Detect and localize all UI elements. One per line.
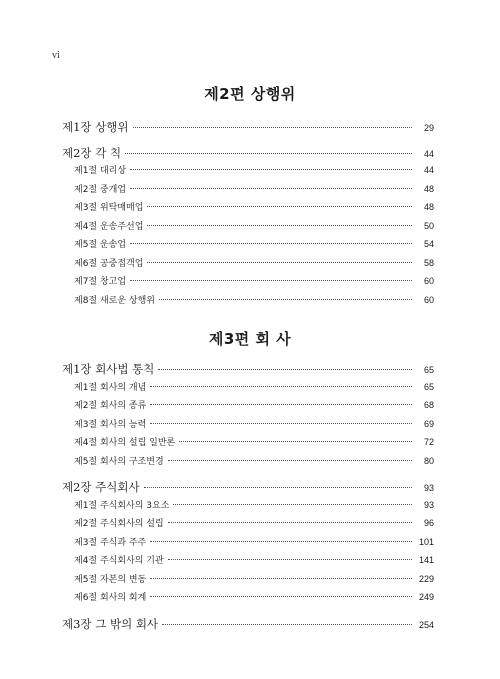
toc-section-entry bbox=[62, 398, 434, 417]
dot-leader bbox=[147, 261, 412, 263]
toc-entry-page: 44 bbox=[423, 165, 434, 175]
toc-chapter-entry bbox=[62, 616, 434, 635]
toc-entry-page: 54 bbox=[423, 239, 434, 249]
toc-entry-title: 제2절 주식회사의 설립 bbox=[74, 519, 164, 529]
dot-leader bbox=[133, 126, 412, 128]
toc-chapter-entry bbox=[62, 361, 434, 380]
toc-entry-page: 58 bbox=[423, 257, 434, 268]
toc-entry-page: 29 bbox=[423, 123, 434, 133]
toc-entry-title: 제5절 운송업 bbox=[74, 240, 127, 250]
toc-entry-title: 제3절 회사의 능력 bbox=[74, 419, 147, 430]
toc-entry-page: 48 bbox=[423, 202, 434, 212]
dot-leader bbox=[150, 385, 412, 387]
toc-section-entry bbox=[62, 553, 434, 572]
toc-entry-page: 68 bbox=[423, 400, 434, 410]
toc-entry-title: 제1절 주식회사의 3요소 bbox=[74, 500, 170, 511]
toc-list bbox=[62, 361, 434, 634]
toc-entry-title: 제1장 회사법 통칙 bbox=[62, 362, 155, 376]
toc-list bbox=[62, 119, 434, 311]
toc-entry-title: 제8절 새로운 상행위 bbox=[74, 295, 156, 306]
dot-leader bbox=[130, 242, 412, 244]
toc-section-entry bbox=[62, 435, 434, 454]
dot-leader bbox=[150, 540, 412, 542]
toc-section-entry bbox=[62, 535, 434, 554]
dot-leader bbox=[158, 368, 412, 370]
toc-section-entry bbox=[62, 219, 434, 238]
toc-entry-title: 제5절 자본의 변동 bbox=[74, 574, 147, 585]
dot-leader bbox=[150, 403, 412, 405]
toc-entry-page: 254 bbox=[418, 619, 434, 630]
toc-chapter-entry bbox=[62, 479, 434, 498]
dot-leader bbox=[125, 152, 412, 154]
toc-entry-title: 제4절 운송주선업 bbox=[74, 221, 144, 232]
dot-leader bbox=[130, 168, 412, 170]
toc-entry-title: 제6절 회사의 회계 bbox=[74, 593, 147, 603]
toc-entry-page: 65 bbox=[423, 381, 434, 392]
toc-entry-page: 60 bbox=[423, 294, 434, 305]
dot-leader bbox=[150, 422, 412, 424]
toc-entry-title: 제4절 주식회사의 기관 bbox=[74, 556, 164, 566]
toc-section-entry bbox=[62, 274, 434, 293]
dot-leader bbox=[130, 279, 412, 281]
toc-entry-title: 제2장 각 칙 bbox=[62, 145, 122, 160]
toc-chapter-entry bbox=[62, 119, 434, 138]
toc-chapter-entry bbox=[62, 145, 434, 164]
toc-entry-title: 제4절 회사의 설립 일반론 bbox=[74, 438, 176, 448]
dot-leader bbox=[147, 205, 412, 207]
toc-entry-page: 50 bbox=[423, 220, 434, 231]
dot-leader bbox=[168, 558, 412, 560]
dot-leader bbox=[147, 224, 412, 226]
toc-entry-title: 제3장 그 밖의 회사 bbox=[62, 616, 159, 631]
toc-section-entry bbox=[62, 516, 434, 535]
toc-section-entry bbox=[62, 293, 434, 312]
toc-entry-title: 제1장 상행위 bbox=[62, 120, 129, 134]
toc-section-entry bbox=[62, 380, 434, 399]
dot-leader bbox=[144, 486, 412, 488]
part-title: 제2편 상행위 bbox=[204, 85, 296, 103]
toc-entry-page: 69 bbox=[423, 418, 434, 429]
toc-section-entry bbox=[62, 572, 434, 591]
toc-section-entry bbox=[62, 590, 434, 609]
toc-entry-title: 제6절 공중접객업 bbox=[74, 258, 144, 269]
toc-entry-title: 제2장 주식회사 bbox=[62, 480, 140, 494]
dot-leader bbox=[168, 459, 412, 461]
dot-leader bbox=[162, 623, 412, 625]
dot-leader bbox=[168, 521, 412, 523]
toc-section-entry bbox=[62, 200, 434, 219]
dot-leader bbox=[150, 595, 412, 597]
toc-entry-title: 제1절 대리상 bbox=[74, 166, 127, 176]
toc-entry-title: 제2절 회사의 종류 bbox=[74, 401, 147, 411]
toc-entry-page: 93 bbox=[423, 483, 434, 493]
toc-entry-page: 96 bbox=[423, 518, 434, 528]
toc-entry-page: 93 bbox=[423, 499, 434, 510]
toc-entry-page: 229 bbox=[418, 573, 434, 584]
toc-entry-page: 48 bbox=[423, 183, 434, 194]
toc-entry-page: 72 bbox=[423, 437, 434, 447]
toc-entry-page: 141 bbox=[418, 555, 434, 565]
toc-entry-title: 제2절 중개업 bbox=[74, 184, 127, 195]
toc-section-entry bbox=[62, 163, 434, 182]
toc-entry-title: 제3절 위탁매매업 bbox=[74, 203, 144, 213]
toc-section-entry bbox=[62, 237, 434, 256]
toc-section-entry bbox=[62, 498, 434, 517]
part-title: 제3편 회 사 bbox=[208, 330, 292, 348]
page-number: vi bbox=[52, 50, 60, 61]
toc-entry-page: 249 bbox=[418, 592, 434, 602]
toc-entry-page: 80 bbox=[423, 455, 434, 466]
toc-entry-title: 제5절 회사의 구조변경 bbox=[74, 456, 164, 467]
toc-section-entry bbox=[62, 256, 434, 275]
toc-entry-page: 60 bbox=[423, 276, 434, 286]
toc-section-entry bbox=[62, 417, 434, 436]
dot-leader bbox=[159, 298, 412, 300]
toc-entry-title: 제7절 창고업 bbox=[74, 277, 127, 287]
toc-entry-page: 65 bbox=[423, 365, 434, 375]
dot-leader bbox=[173, 503, 412, 505]
toc-section-entry bbox=[62, 454, 434, 473]
toc-entry-title: 제1절 회사의 개념 bbox=[74, 382, 147, 393]
dot-leader bbox=[130, 187, 412, 189]
dot-leader bbox=[179, 440, 412, 442]
toc-entry-page: 44 bbox=[423, 148, 434, 159]
toc-entry-title: 제3절 주식과 주주 bbox=[74, 537, 147, 548]
toc-entry-page: 101 bbox=[418, 536, 434, 547]
toc-section-entry bbox=[62, 182, 434, 201]
dot-leader bbox=[150, 577, 412, 579]
